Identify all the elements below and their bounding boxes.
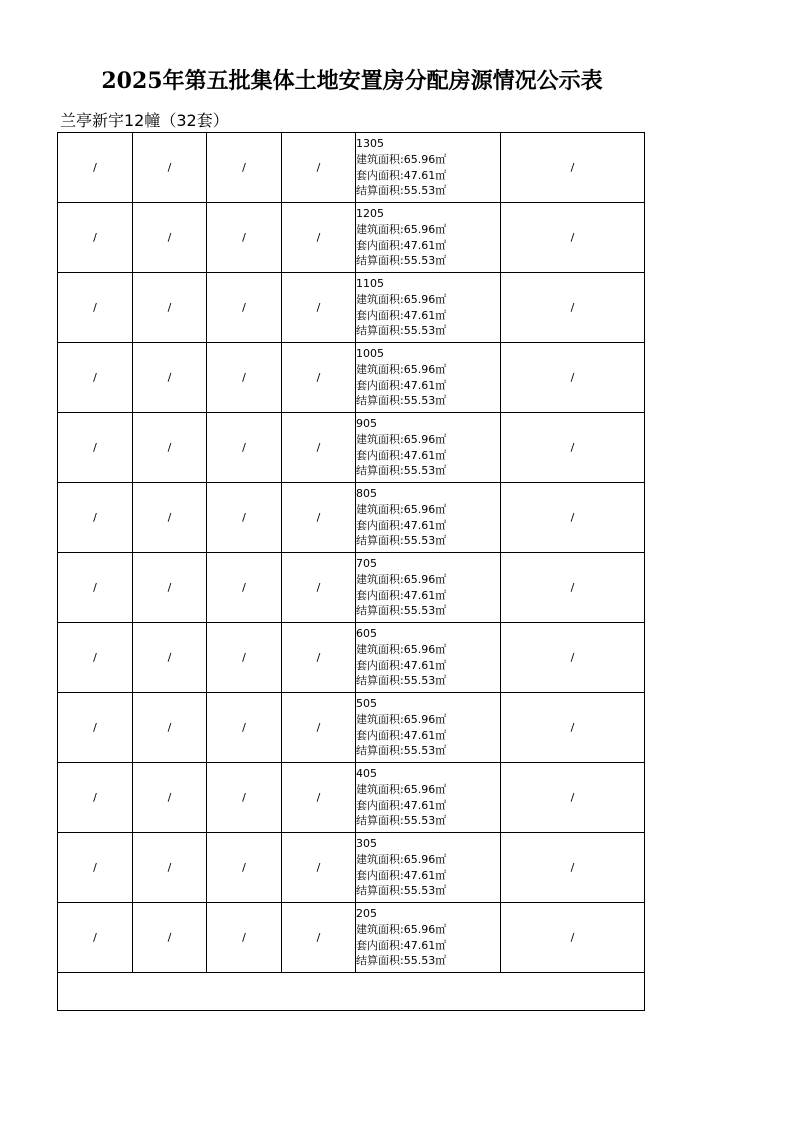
building-area: 建筑面积:65.96㎡ xyxy=(356,642,447,656)
empty-cell: / xyxy=(207,693,282,763)
unit-info-cell xyxy=(356,553,501,623)
housing-table xyxy=(57,132,645,1011)
building-area: 建筑面积:65.96㎡ xyxy=(356,222,447,236)
table-row xyxy=(58,133,645,203)
inner-area: 套内面积:47.61㎡ xyxy=(356,588,447,602)
empty-cell: / xyxy=(133,623,207,693)
empty-cell: / xyxy=(133,763,207,833)
empty-cell: / xyxy=(58,483,133,553)
building-area: 建筑面积:65.96㎡ xyxy=(356,782,447,796)
empty-cell: / xyxy=(501,483,645,553)
empty-cell: / xyxy=(501,343,645,413)
unit-info-cell xyxy=(356,763,501,833)
empty-cell: / xyxy=(207,903,282,973)
settlement-area: 结算面积:55.53㎡ xyxy=(356,394,447,408)
table-row xyxy=(58,203,645,273)
empty-cell: / xyxy=(58,413,133,483)
unit-info-cell xyxy=(356,203,501,273)
empty-cell: / xyxy=(58,343,133,413)
empty-cell: / xyxy=(58,203,133,273)
table-row xyxy=(58,833,645,903)
empty-cell: / xyxy=(282,203,356,273)
room-number: 1205 xyxy=(356,207,384,221)
empty-cell: / xyxy=(58,623,133,693)
building-area: 建筑面积:65.96㎡ xyxy=(356,502,447,516)
empty-cell: / xyxy=(501,413,645,483)
inner-area: 套内面积:47.61㎡ xyxy=(356,938,447,952)
empty-cell: / xyxy=(282,623,356,693)
building-area: 建筑面积:65.96㎡ xyxy=(356,362,447,376)
unit-info-cell xyxy=(356,693,501,763)
empty-cell: / xyxy=(58,133,133,203)
inner-area: 套内面积:47.61㎡ xyxy=(356,798,447,812)
empty-cell: / xyxy=(58,273,133,343)
empty-cell: / xyxy=(501,693,645,763)
empty-cell: / xyxy=(133,343,207,413)
settlement-area: 结算面积:55.53㎡ xyxy=(356,184,447,198)
inner-area: 套内面积:47.61㎡ xyxy=(356,238,447,252)
building-area: 建筑面积:65.96㎡ xyxy=(356,922,447,936)
empty-cell: / xyxy=(207,833,282,903)
empty-cell: / xyxy=(207,343,282,413)
empty-cell: / xyxy=(282,133,356,203)
room-number: 605 xyxy=(356,627,377,641)
settlement-area: 结算面积:55.53㎡ xyxy=(356,604,447,618)
building-area: 建筑面积:65.96㎡ xyxy=(356,712,447,726)
empty-cell: / xyxy=(207,273,282,343)
table-row xyxy=(58,903,645,973)
unit-info-cell xyxy=(356,343,501,413)
unit-info-cell xyxy=(356,833,501,903)
empty-cell: / xyxy=(501,763,645,833)
footer-cell xyxy=(58,973,645,1011)
empty-cell: / xyxy=(501,273,645,343)
table-row xyxy=(58,273,645,343)
inner-area: 套内面积:47.61㎡ xyxy=(356,868,447,882)
inner-area: 套内面积:47.61㎡ xyxy=(356,728,447,742)
empty-cell: / xyxy=(207,203,282,273)
page-title: 2025年第五批集体土地安置房分配房源情况公示表 xyxy=(101,68,603,94)
room-number: 505 xyxy=(356,697,377,711)
table-row xyxy=(58,763,645,833)
inner-area: 套内面积:47.61㎡ xyxy=(356,308,447,322)
unit-info-cell xyxy=(356,413,501,483)
unit-info-cell xyxy=(356,483,501,553)
room-number: 705 xyxy=(356,557,377,571)
empty-cell: / xyxy=(282,343,356,413)
empty-cell: / xyxy=(58,553,133,623)
inner-area: 套内面积:47.61㎡ xyxy=(356,378,447,392)
table-row xyxy=(58,483,645,553)
empty-cell: / xyxy=(133,203,207,273)
empty-cell: / xyxy=(282,553,356,623)
room-number: 1105 xyxy=(356,277,384,291)
empty-cell: / xyxy=(58,763,133,833)
building-area: 建筑面积:65.96㎡ xyxy=(356,292,447,306)
building-area: 建筑面积:65.96㎡ xyxy=(356,572,447,586)
room-number: 405 xyxy=(356,767,377,781)
settlement-area: 结算面积:55.53㎡ xyxy=(356,674,447,688)
room-number: 305 xyxy=(356,837,377,851)
empty-cell: / xyxy=(282,693,356,763)
room-number: 805 xyxy=(356,487,377,501)
building-area: 建筑面积:65.96㎡ xyxy=(356,432,447,446)
empty-cell: / xyxy=(133,483,207,553)
table-row xyxy=(58,343,645,413)
room-number: 1305 xyxy=(356,137,384,151)
empty-cell: / xyxy=(207,413,282,483)
settlement-area: 结算面积:55.53㎡ xyxy=(356,884,447,898)
empty-cell: / xyxy=(501,203,645,273)
empty-cell: / xyxy=(58,833,133,903)
inner-area: 套内面积:47.61㎡ xyxy=(356,448,447,462)
empty-cell: / xyxy=(133,693,207,763)
empty-cell: / xyxy=(501,623,645,693)
empty-cell: / xyxy=(133,833,207,903)
empty-cell: / xyxy=(133,903,207,973)
empty-cell: / xyxy=(133,133,207,203)
empty-cell: / xyxy=(282,763,356,833)
empty-cell: / xyxy=(58,903,133,973)
room-number: 905 xyxy=(356,417,377,431)
table-row xyxy=(58,693,645,763)
empty-cell: / xyxy=(207,623,282,693)
table-row xyxy=(58,413,645,483)
inner-area: 套内面积:47.61㎡ xyxy=(356,518,447,532)
empty-cell: / xyxy=(207,763,282,833)
table-row xyxy=(58,623,645,693)
empty-cell: / xyxy=(501,553,645,623)
empty-cell: / xyxy=(207,483,282,553)
empty-cell: / xyxy=(133,413,207,483)
empty-cell: / xyxy=(501,903,645,973)
empty-cell: / xyxy=(133,553,207,623)
unit-info-cell xyxy=(356,133,501,203)
room-number: 1005 xyxy=(356,347,384,361)
inner-area: 套内面积:47.61㎡ xyxy=(356,168,447,182)
settlement-area: 结算面积:55.53㎡ xyxy=(356,254,447,268)
inner-area: 套内面积:47.61㎡ xyxy=(356,658,447,672)
settlement-area: 结算面积:55.53㎡ xyxy=(356,954,447,968)
empty-cell: / xyxy=(282,483,356,553)
empty-cell: / xyxy=(282,833,356,903)
building-subtitle: 兰亭新宇12幢（32套） xyxy=(60,111,229,130)
empty-cell: / xyxy=(58,693,133,763)
empty-cell: / xyxy=(282,273,356,343)
table-footer-row xyxy=(58,973,645,1011)
settlement-area: 结算面积:55.53㎡ xyxy=(356,814,447,828)
unit-info-cell xyxy=(356,273,501,343)
unit-info-cell xyxy=(356,903,501,973)
room-number: 205 xyxy=(356,907,377,921)
settlement-area: 结算面积:55.53㎡ xyxy=(356,534,447,548)
empty-cell: / xyxy=(282,903,356,973)
empty-cell: / xyxy=(207,133,282,203)
empty-cell: / xyxy=(207,553,282,623)
empty-cell: / xyxy=(501,833,645,903)
table-row xyxy=(58,553,645,623)
settlement-area: 结算面积:55.53㎡ xyxy=(356,744,447,758)
unit-info-cell xyxy=(356,623,501,693)
empty-cell: / xyxy=(501,133,645,203)
settlement-area: 结算面积:55.53㎡ xyxy=(356,324,447,338)
settlement-area: 结算面积:55.53㎡ xyxy=(356,464,447,478)
housing-table-body xyxy=(58,133,645,1011)
empty-cell: / xyxy=(133,273,207,343)
building-area: 建筑面积:65.96㎡ xyxy=(356,152,447,166)
empty-cell: / xyxy=(282,413,356,483)
building-area: 建筑面积:65.96㎡ xyxy=(356,852,447,866)
